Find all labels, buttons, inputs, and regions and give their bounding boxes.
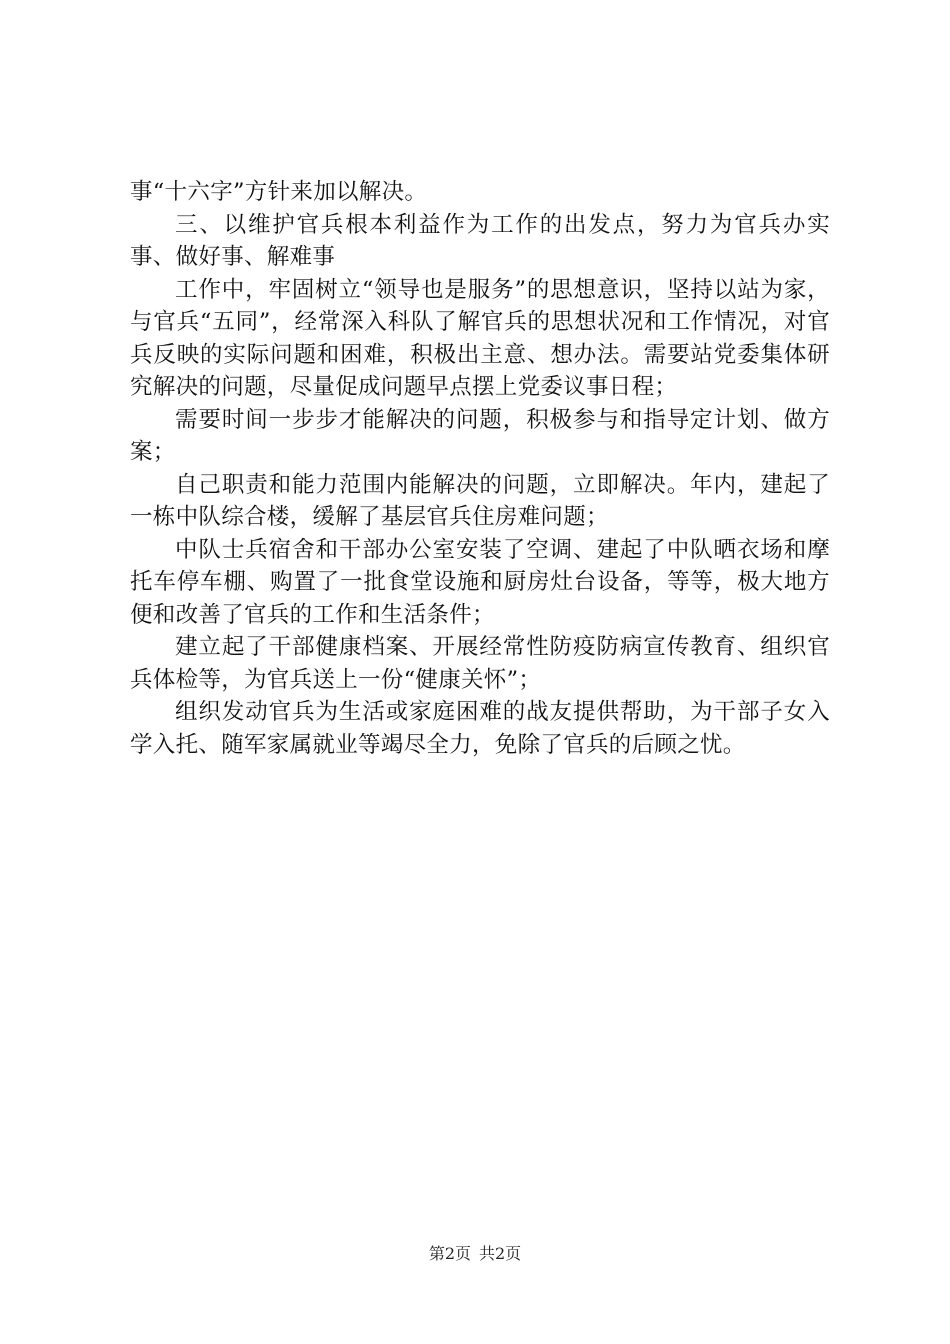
page-footer	[0, 1244, 950, 1264]
page-total: 共2页	[479, 1244, 522, 1263]
paragraph: 需要时间一步步才能解决的问题，积极参与和指导定计划、做方案；	[130, 406, 830, 465]
section-heading: 三、以维护官兵根本利益作为工作的出发点，努力为官兵办实事、做好事、解难事	[130, 211, 830, 270]
paragraph: 组织发动官兵为生活或家庭困难的战友提供帮助，为干部子女入学入托、随军家属就业等竭尽全力，免除了官兵的后顾之忧。	[130, 699, 830, 758]
document-body	[130, 176, 830, 761]
paragraph: 中队士兵宿舍和干部办公室安装了空调、建起了中队晒衣场和摩托车停车棚、购置了一批食堂设施和厨房灶台设备，等等，极大地方便和改善了官兵的工作和生活条件；	[130, 536, 830, 628]
paragraph-continuation: 事“十六字”方针来加以解决。	[130, 179, 428, 205]
paragraph: 工作中，牢固树立“领导也是服务”的思想意识，坚持以站为家，与官兵“五同”，经常深入科队了解官兵的思想状况和工作情况，对官兵反映的实际问题和困难，积极出主意、想办法。需要站党委集体研究解决的问题，尽量促成问题早点摆上党委议事日程；	[130, 276, 830, 400]
paragraph: 建立起了干部健康档案、开展经常性防疫防病宣传教育、组织官兵体检等，为官兵送上一份“健康关怀”；	[130, 634, 830, 693]
page-number: 第2页	[428, 1244, 471, 1263]
paragraph: 自己职责和能力范围内能解决的问题，立即解决。年内，建起了一栋中队综合楼，缓解了基层官兵住房难问题；	[130, 471, 830, 530]
